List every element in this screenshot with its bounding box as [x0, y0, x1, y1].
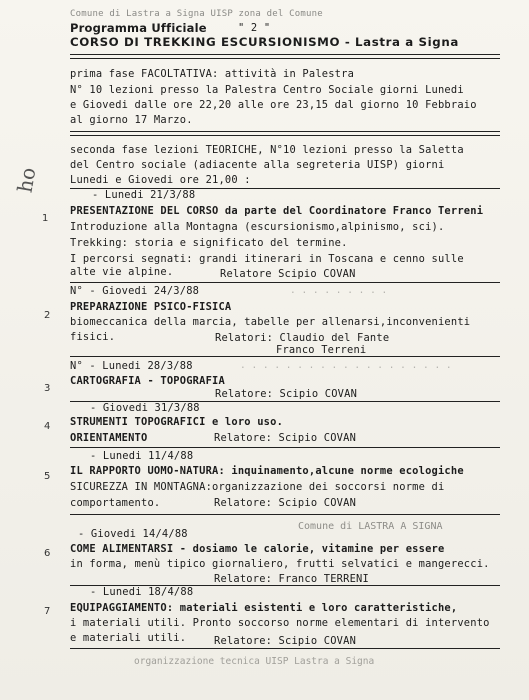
- header-top-faint: Comune di Lastra a Signa UISP zona del Comune: [70, 9, 323, 19]
- lesson1-date: - Lunedi 21/3/88: [92, 189, 196, 201]
- lesson2-line-2: biomeccanica della marcia, tabelle per allenarsi,inconvenienti: [70, 316, 471, 328]
- lesson4-speaker: Relatore: Scipio COVAN: [214, 432, 357, 444]
- lesson3-date: N° - Lunedi 28/3/88: [70, 360, 193, 372]
- page-mark: " 2 ": [238, 22, 271, 34]
- lesson2-date: N° - Giovedi 24/3/88: [70, 285, 200, 297]
- phase2-line-3: Lunedi e Giovedi ore 21,00 :: [70, 174, 251, 186]
- lesson6-number: 6: [44, 548, 51, 559]
- lesson7-bottom-rule: [70, 648, 500, 649]
- lesson5-speaker: Relatore: Scipio COVAN: [214, 497, 357, 509]
- lesson5-date: - Lunedi 11/4/88: [90, 450, 194, 462]
- footer-faint: organizzazione tecnica UISP Lastra a Signa: [134, 656, 375, 667]
- margin-handwritten-mark: ho: [12, 165, 41, 195]
- lesson1-speaker: Relatore Scipio COVAN: [220, 268, 356, 280]
- lesson4-line-2: ORIENTAMENTO: [70, 432, 148, 444]
- lesson7-line-2: i materiali utili. Pronto soccorso norme elementari di intervento: [70, 617, 490, 629]
- header-double-rule: [70, 54, 500, 59]
- lesson5-line-3: comportamento.: [70, 497, 161, 509]
- lesson2-line-3: fisici.: [70, 331, 116, 343]
- lesson5-line-1: IL RAPPORTO UOMO-NATURA: inquinamento,alcune norme ecologiche: [70, 465, 464, 477]
- lesson3-line-1: CARTOGRAFIA - TOPOGRAFIA: [70, 375, 225, 387]
- phase1-line-4: al giorno 17 Marzo.: [70, 114, 193, 126]
- lesson1-line-2: Introduzione alla Montagna (escursionismo,alpinismo, sci).: [70, 221, 445, 233]
- lesson1-number: 1: [42, 213, 49, 224]
- phase1-line-2: N° 10 lezioni presso la Palestra Centro Sociale giorni Lunedi: [70, 84, 464, 96]
- lesson3-speaker: Relatore: Scipio COVAN: [215, 388, 358, 400]
- phase2-line-2: del Centro sociale (adiacente alla segreteria UISP) giorni: [70, 159, 445, 171]
- lesson1-bottom-rule: [70, 282, 500, 283]
- lesson2-speaker2: Franco Terreni: [276, 344, 367, 356]
- lesson1-line-5: alte vie alpine.: [70, 266, 174, 278]
- lesson4-number: 4: [44, 421, 51, 432]
- lesson5-number: 5: [44, 471, 51, 482]
- lesson1-line-3: Trekking: storia e significato del termine.: [70, 237, 348, 249]
- lesson7-line-1: EQUIPAGGIAMENTO: materiali esistenti e loro caratteristiche,: [70, 602, 458, 614]
- lesson4-line-1: STRUMENTI TOPOGRAFICI e loro uso.: [70, 416, 284, 428]
- lesson4-date: - Giovedi 31/3/88: [90, 402, 200, 414]
- lesson6-date: - Giovedi 14/4/88: [78, 528, 188, 540]
- lesson7-date: - Lunedi 18/4/88: [90, 586, 194, 598]
- lesson5-bottom-rule: [70, 514, 500, 515]
- lesson1-line-4: I percorsi segnati: grandi itinerari in Toscana e cenno sulle: [70, 253, 464, 265]
- lesson2-line-1: PREPARAZIONE PSICO-FISICA: [70, 301, 232, 313]
- phase1-line-1: prima fase FACOLTATIVA: attività in Palestra: [70, 68, 355, 80]
- lesson2-ghost-text: . . . . . . . . .: [290, 285, 388, 296]
- lesson6-line-1: COME ALIMENTARSI - dosiamo le calorie, vitamine per essere: [70, 543, 445, 555]
- lesson2-speaker: Relatori: Claudio del Fante: [215, 332, 390, 344]
- lesson6-line-2: in forma, menù tipico giornaliero, frutti selvatici e mangerecci.: [70, 558, 490, 570]
- lesson2-bottom-rule: [70, 356, 500, 357]
- course-title: CORSO DI TREKKING ESCURSIONISMO - Lastra a Signa: [70, 35, 459, 49]
- lesson1-line-1: PRESENTAZIONE DEL CORSO da parte del Coordinatore Franco Terreni: [70, 205, 484, 217]
- phase1-double-rule: [70, 131, 500, 136]
- programma-title: Programma Ufficiale: [70, 21, 207, 35]
- lesson2-number: 2: [44, 310, 51, 321]
- lesson3-ghost-text: . . . . . . . . . . . . . . . . . . .: [240, 360, 452, 371]
- lesson3-number: 3: [44, 383, 51, 394]
- lesson6-speaker: Relatore: Franco TERRENI: [214, 573, 369, 585]
- lesson7-line-3: e materiali utili.: [70, 632, 187, 644]
- lesson5-line-2: SICUREZZA IN MONTAGNA:organizzazione dei soccorsi norme di: [70, 481, 445, 493]
- phase2-line-1: seconda fase lezioni TEORICHE, N°10 lezioni presso la Saletta: [70, 144, 464, 156]
- lesson4-bottom-rule: [70, 447, 500, 448]
- lesson7-speaker: Relatore: Scipio COVAN: [214, 635, 357, 647]
- municipal-stamp: Comune di LASTRA A SIGNA: [298, 521, 443, 532]
- phase1-line-3: e Giovedi dalle ore 22,20 alle ore 23,15 dal giorno 10 Febbraio: [70, 99, 477, 111]
- lesson7-number: 7: [44, 606, 51, 617]
